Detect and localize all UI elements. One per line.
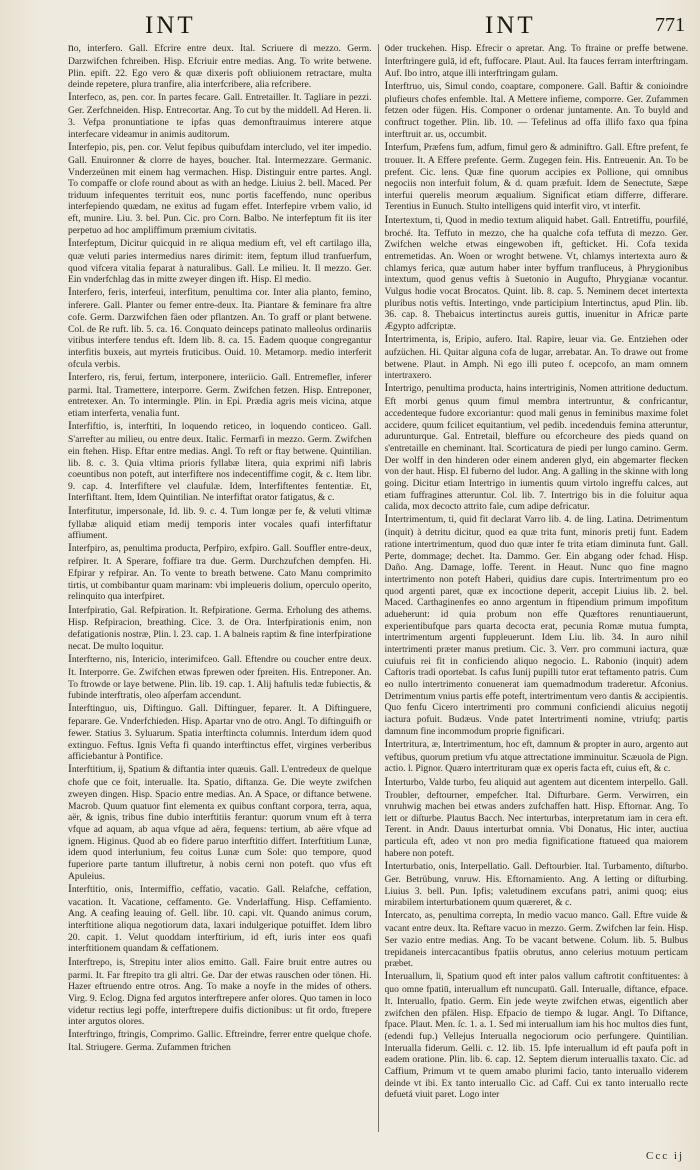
dictionary-entry: Intertextum, ti, Quod in medio textum aliquid habet. Gall. Entretiffu, pourfilé, broché. Ita. Teffuto in mezzo, che ha qualche cofa teffuta di mezzo. Ger. Zwifchen welche etwas eingewoben ift, gefticket. Hi. Cofa texida entremetidas. An. Woen or wroght betwene. Vt, chlamys intertexta auro & chlamys ferica, quæ autum haber inter byffum tranfluceus, à Phrygionibus intextum, quod genus veftis à Suetonio in Augufto, Phrygianæ vocantur. Vulgus hodie vocat Brocatos. Quint. lib. 8. cap. 5. Neminem decet intertexta pluribus notis veftis. Intertingo, vnde participium Intertinctus, apud Plin. lib. 36. cap. 8. Thebaicus intertinctus aureis guttis, inuenitur in Africæ parte Ægypto adfcriptæ. xyxy=(384,213,688,332)
dictionary-entry: Interuallum, li, Spatium quod eft inter palos vallum caftrotit conftituentes: à quo omne fpatiū, interuallum eft nuncupatū. Gall. Interualle, diftance, efpace. It. Interuallo, fpatio. Germ. Ein jede weyte zwifchen etwas, eigentlich aber zwifchen den pfälen. Hisp. Efpacio de tiempo & lugar. Angl. To Diftance, fpace. Plaut. Men. ſc. 1. a. 1. Sed mi interuallum iam his hoc multos dies funt, (edendi fup.) Vellejus Interualla negociorum ocio perfungere. Quintilian. Interualla fiderum. Gelli. c. 12. lib. 15. Ipfe interuallum id eft paufa poft in eadem oratione. Plin. lib. 6. cap. 12. Septem dierum interuallis taxato. Cic. ad Caffium, Primum vt te quem amabo plurimi facio, tanto interuallo viderem deinde vt ibi. Ex tanto interuallo Cic. ad Caff. Cui ex tanto interuallo recte defuetá viuit paret. Logo inter xyxy=(384,970,688,1101)
left-column xyxy=(68,42,372,1132)
dictionary-entry: no, interfero. Gall. Efcrire entre deux. Ital. Scriuere di mezzo. Germ. Darzwifchen fchreiben. Hisp. Efcriuir entre medias. Ang. To write betwene. Plin. epift. 22. Ego vero & quæ dixeris poft obliuionem retractare, multa deinde repetere, plura tranfire, alia interfcribere, alia refcribere. xyxy=(68,42,372,91)
column-divider xyxy=(378,44,379,1132)
dictionary-entry: Interfitutur, impersonale, Id. lib. 9. c. 4. Tum longæ per fe, & veluti vltimæ fyllabæ aliquid etiam medij temporis inter vocales quafi interfiftatur affiument. xyxy=(68,504,372,542)
dictionary-entry: Intertrigo, penultima producta, hains intertriginis, Nomen attritione deductum. Eft morbi genus quum fimul membra intertruntur, & confricantur, accedenteque fudore excoriantur: quod mali genus in feminibus maxime folet accidere, quum fcilicet equitantium, vel pedib. incedenduis femina atteruntur, adurunturque. Gal. Entretail, bleffure ou efcorcheure des pieds quand on s'entretaille en cheminant. Ital. Scorticatura de piedi per lungo camino. Germ. Der wolff in den hinderen oder einem anderen glyd, ein abgemarter flecken von der haut. Hisp. El fuberno del ludor. Ang. A galling in the skinne with long going. Dicitur etiam Intertrigo in iumentis quum virtolo ingreffu calces, aut etiam fuffragines atteruntur. Col. lib. 7. Intertrigo bis in die foluitur aqua calida, mox decocto attrito fale, cum adipe defricatur. xyxy=(384,382,688,513)
dictionary-entry: Intertrimenta, is, Eripio, aufero. Ital. Rapire, leuar via. Ge. Entziehen oder aufzüchen. Hi. Quitar alguna cofa de lugar, arrebatar. An. To drawe out frome betwene. Plaut. in Amph. Ni ego illi puteo f. ocepcofo, an mam omnem intertraxero. xyxy=(384,333,688,382)
dictionary-entry: Interftitio, onis, Intermiffio, ceffatio, vacatio. Gall. Relafche, ceffation, vacation. It. Vacatione, ceffamento. Ge. Vnderlaffung. Hisp. Ceffamiento. Ang. A ceafing leauing of. Gell. libr. 10. capi. vlt. Quando animus corum, interftitione aliqua negotiorum data, laxari indulgerique potuiffet. Idem libro 20. capit. 1. Velut quoddam interftirium, id eft, iuris inter eos quafi interftitionem quandam & ceffationem. xyxy=(68,882,372,955)
dictionary-entry: Interfeptum, Dicitur quicquid in re aliqua medium eft, vel eft cartilago illa, quæ veluti paries intermedius nares dirimit: item, feptum illud tranfuerfum, quod vifcera vitalia feparat à naturalibus. Gall. Le milieu. It. Il mezzo. Ger. Ein vnderfchlag das in mitte zweyer dingen ift. Hisp. El medio. xyxy=(68,236,372,286)
dictionary-entry: Interfterno, nis, Intericio, interimifceo. Gall. Eftendre ou coucher entre deux. It. Interporre. Ge. Zwifchen etwas fprewen oder fpreiten. His. Entreponer. An. To ftrowde or laye betwene. Plin. lib. 19. cap. 1. Alij haftulis tedæ fubiectis, & fubinde interftratis, oleo aſperfam accendunt. xyxy=(68,652,372,702)
running-header xyxy=(0,12,700,42)
signature-mark: Ccc ij xyxy=(646,1150,684,1162)
dictionary-entry: Interfero, ris, ferui, fertum, interponere, interiicio. Gall. Entremefler, inferer parmi. Ital. Tramettere, interporre. Germ. Zwifchen fetzen. Hisp. Entreponer, entretexer. An. To intermingle. Plin. in Epi. Prædia agris meis vicina, atque etiam interferta, venalia funt. xyxy=(68,370,372,420)
header-guide-left: INT xyxy=(145,12,196,39)
dictionary-entry: Interfum, Præfens fum, adfum, fimul gero & adminiftro. Gall. Eftre prefent, fe trouuer. It. A Effere prefente. Germ. Zugegen fein. His. Entreuenir. An. To be prefent. Cic. lens. Quæ fine quorum accipies ex Pollione, qui omnibus negociis non interfuit folum, & d. quam præfuit. Idem de Senectute, Sæpe interfui querelis meorum æqualium. Significat etiam differre, differare. Terentius in Eunuch. Stulto intelligens quid interfit viro, vt interfit. xyxy=(384,140,688,213)
right-column xyxy=(385,42,689,1132)
dictionary-entry: Interfpiro, as, penultima producta, Perfpiro, exfpiro. Gall. Souffler entre-deux, refpirer. It. A Sperare, foffiare tra due. Germ. Durchzufchen dempfen. Hi. Efpirar y refpirar. An. To vente to breath betwene. Cato Manu comprimito tirtis, ut combibantur quam marinam: vbi impleueris dolium, operculo operito, relinquito qua interfpiret. xyxy=(68,542,372,603)
dictionary-entry: Interftruo, uis, Simul condo, coaptare, componere. Gall. Baftir & conioindre plufieurs chofes enfemble. Ital. A Mettere infieme, comporre. Ger. Zufammen fetzen oder fügen. His. Componer o ordenar juntamente. An. To buyld and conftruct together. Plin. lib. 10. — Tefelinus ad offa illifo faxo qua fpina interftruit ar. us, occumbit. xyxy=(384,79,688,140)
dictionary-entry: Interftinguo, uis, Diftinguo. Gall. Diftinguer, feparer. It. A Diftinguere, feparare. Ge. Vnderfchieden. Hisp. Apartar vno de otro. Angl. To diftinguifh or fewer. Statius 3. Syluarum. Spatia interftincta columnis. Interdum idem quod extinguo. Feftus. Ignis Vefta fi quando interftinctus effet, virgines verberibus afficiebantur à Pontifice. xyxy=(68,702,372,763)
dictionary-entry: Interturbo, Valde turbo, feu aliquid aut agentem aut dicentem interpello. Gall. Troubler, deftourner, empefcher. Ital. Difturbare. Germ. Verwirren, ein vnruhwig machen bei etwas anders zufchaffen hatt. Hisp. Eftornar. Ang. To lett or diſturbe. Plautus Bacch. Nec interturbas, interpretatum iam in cera eft. Terent. in Andr. Dauus interturbat omnia. Vbi Donatus, Hic inter, auctiua particula eft, adeo vt non pro media fignificatione ftatueed qua maiorem habere non poteft. xyxy=(384,775,688,859)
dictionary-entry: Interfeco, as, pen. cor. In partes fecare. Gall. Entretailler. It. Tagliare in pezzi. Ger. Zerfchneiden. Hisp. Entrecortar. Ang. To cut by the middell. Ad Heren. li. 3. Vefpa pronuntiatione te ipfas quas demonftrauimus interere atque interfecare videamur in animis auditorum. xyxy=(68,91,372,140)
dictionary-entry: Interfepio, pis, pen. cor. Velut fepibus quibufdam intercludo, vel iter impedio. Gall. Enuironner & clorre de hayes, boucher. Ital. Intermezzare. Germanic. Vnderzeünen mit einem hag vermachen. Hisp. Distinguir entre partes. Angl. To compaffe or clofe round about as with an hedge. Liuius 2. bell. Maced. Per triduum infequentes territuit eos, nunc portis faceffendo, nunc operibus interfepiendo quædam, ne exitus ad fugam effet. Interfepire vrbem valio, id eft, munire. Liu. 3. bel. Pun. Cic. pro Corn. Balbo. Ne interfeptum fit iis iter perpetuo ad hoc ampliffimum præmium civitatis. xyxy=(68,140,372,236)
dictionary-entry: Interturbatio, onis, Interpellatio. Gall. Deftourbier. Ital. Turbamento, diſturbo. Ger. Betrübung, vnruw. His. Eftornamiento. Ang. A letting or diſturbing. Liuius 3. bell. Pun. Ipfis; valetudinem excufans patri, animi quoq; eius mirabilem interturbationem quum quæreret, & c. xyxy=(384,859,688,909)
dictionary-entry: Interftitium, ij, Spatium & diftantia inter quæuis. Gall. L'entredeux de quelque chofe que ce foit, interualle. Ita. Spatio, diftanza. Ge. Die weyte zwifchen zweyen dingen. Hisp. Spacio entre medias. An. A Space, or diftance betwene. Macrob. Quum quatuor fint elementa ex quibus conftant corpora, terra, aqua, aër, & ignis, tribus fine dubio interftitiis ferantur: quorum vnum eft à terra vfque ad aquam, ab aqua vfque ad aëra, fequens: tertium, ab aëre vfque ad ignem. Higinus. Quod ab eo fidere paruo interftitio differt. Interftitium Lunæ, idem quod interlunium, feu coitus Lunæ cum Sole: quo tempore, quod fuperiore parte tantum illuftretur, à nobis cerni non poteft. quo vfus eft Apuleius. xyxy=(68,763,372,882)
dictionary-entry: Intercato, as, penultima correpta, In medio vacuo manco. Gall. Eftre vuide & vacant entre deux. Ita. Reftare vacuo in mezzo. Germ. Zwifchen lar fein. Hisp. Ser vazio entre medias. Ang. To be vacant betwene. Colum. lib. 5. Bulbus trepidaneis intercacantibus fpatiis obrutus, anno celerius motuum perticam præbet. xyxy=(384,909,688,970)
dictionary-entry: Interftrepo, is, Strepitu inter alios emitto. Gall. Faire bruit entre autres ou parmi. It. Far ftrepito tra gli altri. Ge. Dar der etwas rauschen oder tönen. Hi. Hazer eftruendo entre otros. Ang. To make a noyfe in the mides of others. Virg. 9. Eclog. Digna fed argutos interftrepere anfer olores. Quo tamen in loco videtur rectius legi poffe, interftrepere duifis dictionibus: ut fit ordo, ftrepere inter argutos olores. xyxy=(68,955,372,1028)
dictionary-entry: Intertritura, æ, Intertrimentum, hoc eft, damnum & propter in auro, argento aut veftibus, quorum pretium vfu atque attrectatione imminuitur. Scæuola de Pign. actio. l. Pignor. Quæro intertrituram quæ ex operis facta eft, cuius eft, & c. xyxy=(384,737,688,775)
page-number: 771 xyxy=(655,14,685,36)
dictionary-entry: Intertrimentum, ti, quid fit declarat Varro lib. 4. de ling. Latina. Detrimentum (inquit) à detritu dicitur, quod ea quæ trita funt, minoris pretij funt. Eadem ratione intertrimentum, quod duo quæ inter fe trita etiam diminuta funt. Gall. Perte, dommage; dechet. Ita. Dammo. Ger. Ein abgang oder fchad. Hisp. Daño. Ang. Damage, loffe. Terent. in Heaut. Nunc quo fine magno intertrimento non poteft Haberi, quidius dare cupis. Intertrimentum pro eo quod argenti paret, quæ ex incoctione deperit, accepit Liuius lib. 2. bel. Maced. Carthaginenfes eo anno argentum in ftipendium primum impofitum adueherunt: id quia probum non effe Quæftores renuntiauerunt, experientibufque pars quarta decocta erat, pecunia Romæ mutua fumpta, intertrimentum argenti fuppleuerunt. Idem Liu. lib. 34. In auro nihil intertrimenti præter manus pretium. Cic. 3. Verr. pro communi iactura, quæ cuiufuis rei fit in conficiendo aliquo negocio. L. Rabonio (inquit) adem Caftoris tradi oportebat. Is cafus Iunij pupilli tutor erat teftamento patris. Cum eo nullo intertrimento conuenerat iam quemadmodum traderetur. Afconius. Detrimentum vnius partis effe poteft, intertrimentum vero dantis & accipientis. Quo fenfu Cicero intertrimenti pro communi conficiendi alicuius negotij iactura pofuit. Budæus. Vnde patet Intertrimenti nomine, vtriufq; partis damnum fine incommodum proprie fignificari. xyxy=(384,513,688,737)
header-guide-right: INT xyxy=(485,12,536,39)
dictionary-entry: Interfpiratio, Gal. Refpiration. It. Refpiratione. Germa. Erholung des athems. Hisp. Refpiracion, breathing. Cice. 3. de Ora. Interfpirationis enim, non defatigationis nostræ, Plin. l. 23. cap. 1. A balneis raptim & fine interfpiratione necat. De multo loquitur. xyxy=(68,603,372,652)
dictionary-entry: Interfero, feris, interfeui, interfitum, penultima cor. Inter alia planto, femino, inferere. Gall. Planter ou femer entre-deux. Ita. Piantare & feminare fra altre cofe. Germ. Darzwifchen fäen oder pflantzen. An. To graff or plant betwene. Col. de Re ruft. lib. 5. ca. 16. Conquato deinceps patinato malleolus ordinariis vitibus interfere tendus eft. Idem lib. 8. ca. 15. Eadem quoque congregantur interfitis buxeis, aut myrteis fruticibus. Ouid. 10. Metamorp. medio interferit ofcula verbis. xyxy=(68,286,372,370)
dictionary-entry: Interfiftio, is, interftiti, In loquendo reticeo, in loquendo conticeo. Gall. S'arrefter au milieu, ou entre deux. Italic. Fermarfi in mezzo. Germ. Zwifchen ein ftehen. Hisp. Eftar entre medias. Angl. To reft or ftay betwene. Quintilian. lib. 8. c. 3. Quia vltima prioris fyllabæ litera, quia exprimi nifi labris coeuntibus non poteft, aut interfiftere nos indecentiffime cogit, & c. Item libr. 9. cap. 4. Interfiftere vel claufulæ. Idem, Interfiftentes fententiæ. Et, Interfiftant. Item, Idem Quintilian. Ne interfiftat orator fatigatus, & c. xyxy=(68,420,372,504)
text-columns xyxy=(68,42,688,1132)
dictionary-entry: Interftringo, ftringis, Comprimo. Gallic. Eftreindre, ferrer entre quelque chofe. Ital. Striugere. Germa. Zufammen ftrichen xyxy=(68,1028,372,1054)
dictionary-entry: oder truckehen. Hisp. Efrecir o apretar. Ang. To ftraine or preffe betwene. Interftringere gulā, id eft, fuffocare. Plaut. Aul. Ita fauces ferram interftringam. Auf. Ibo intro, atque illi interftringam gulam. xyxy=(384,42,688,79)
